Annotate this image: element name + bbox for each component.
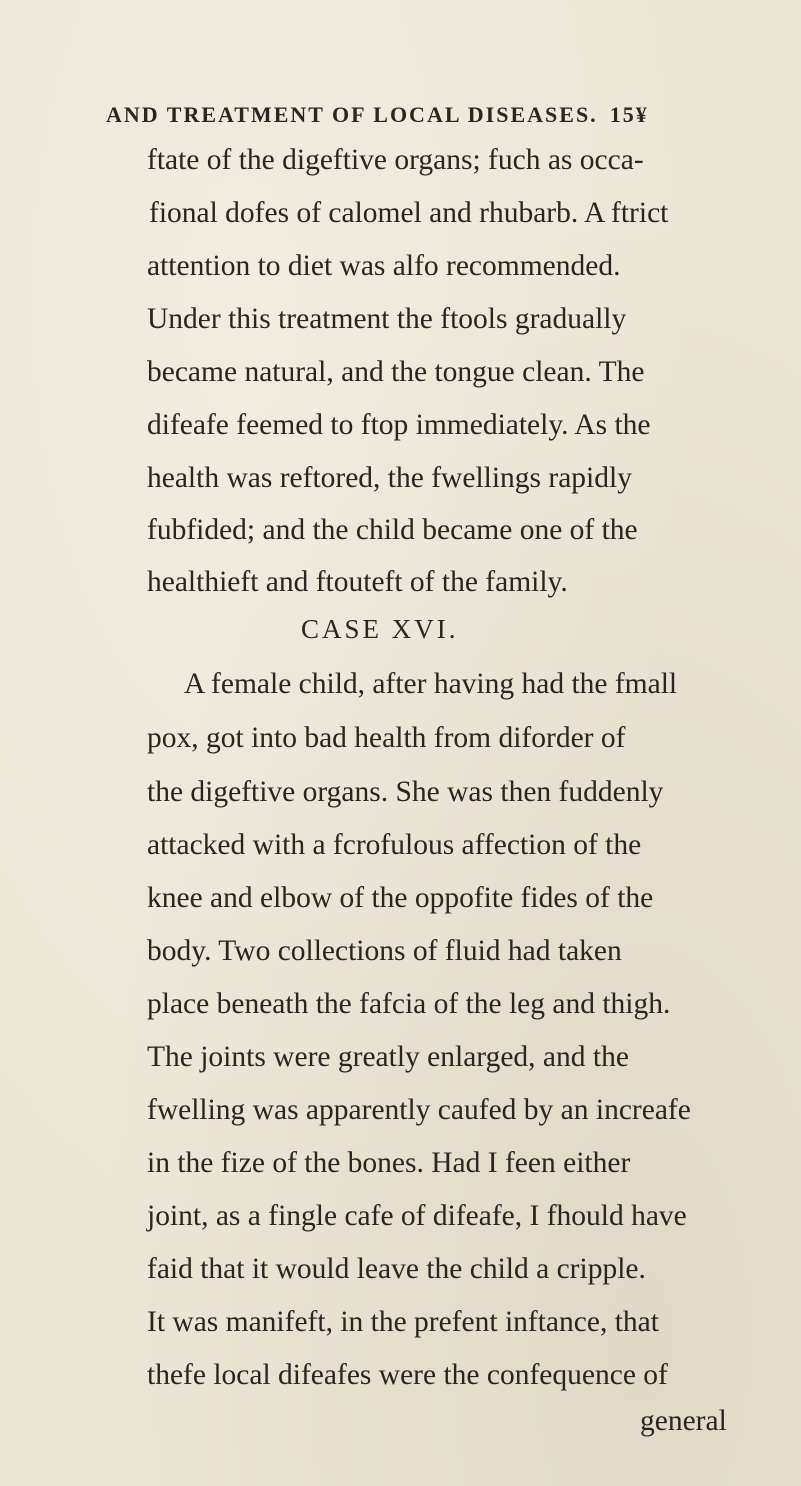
text-line: place beneath the fafcia of the leg and thigh. [147,988,671,1020]
text-line: It was manifeft, in the prefent inftance, that [147,1306,659,1338]
running-head [106,102,746,128]
text-line: body. Two collections of fluid had taken [147,935,622,967]
text-line: The joints were greatly enlarged, and the [147,1041,629,1073]
text-line: Under this treatment the ftools gradually [147,303,627,335]
text-line: difeafe feemed to ftop immediately. As the [147,409,651,441]
catchword: general [640,1405,727,1437]
text-line: ftate of the digeftive organs; fuch as occa- [147,144,644,176]
text-line: A female child, after having had the fmall [184,668,678,700]
text-line: in the fize of the bones. Had I feen either [147,1147,631,1179]
text-line: health was reftored, the fwellings rapidly [147,462,632,494]
page-number: 15¥ [609,102,649,127]
text-line: attention to diet was alfo recommended. [147,250,621,282]
text-line: pox, got into bad health from diforder of [147,722,626,754]
text-line: the digeftive organs. She was then fuddenly [147,776,664,808]
text-line: knee and elbow of the oppofite fides of the [147,882,654,914]
case-heading: CASE XVI. [301,614,459,644]
text-line: fional dofes of calomel and rhubarb. A ftrict [149,197,669,229]
text-line: faid that it would leave the child a cripple. [147,1253,646,1285]
text-line: joint, as a fingle cafe of difeafe, I fhould have [147,1200,687,1232]
running-head-title: AND TREATMENT OF LOCAL DISEASES. [106,102,598,127]
text-line: thefe local difeafes were the confequence of [147,1359,668,1391]
text-line: fwelling was apparently caufed by an increafe [147,1094,691,1126]
text-line: fubfided; and the child became one of the [147,514,638,546]
text-line: attacked with a fcrofulous affection of the [147,829,642,861]
text-line: became natural, and the tongue clean. The [147,356,645,388]
text-line: healthieft and ftouteft of the family. [147,566,568,598]
